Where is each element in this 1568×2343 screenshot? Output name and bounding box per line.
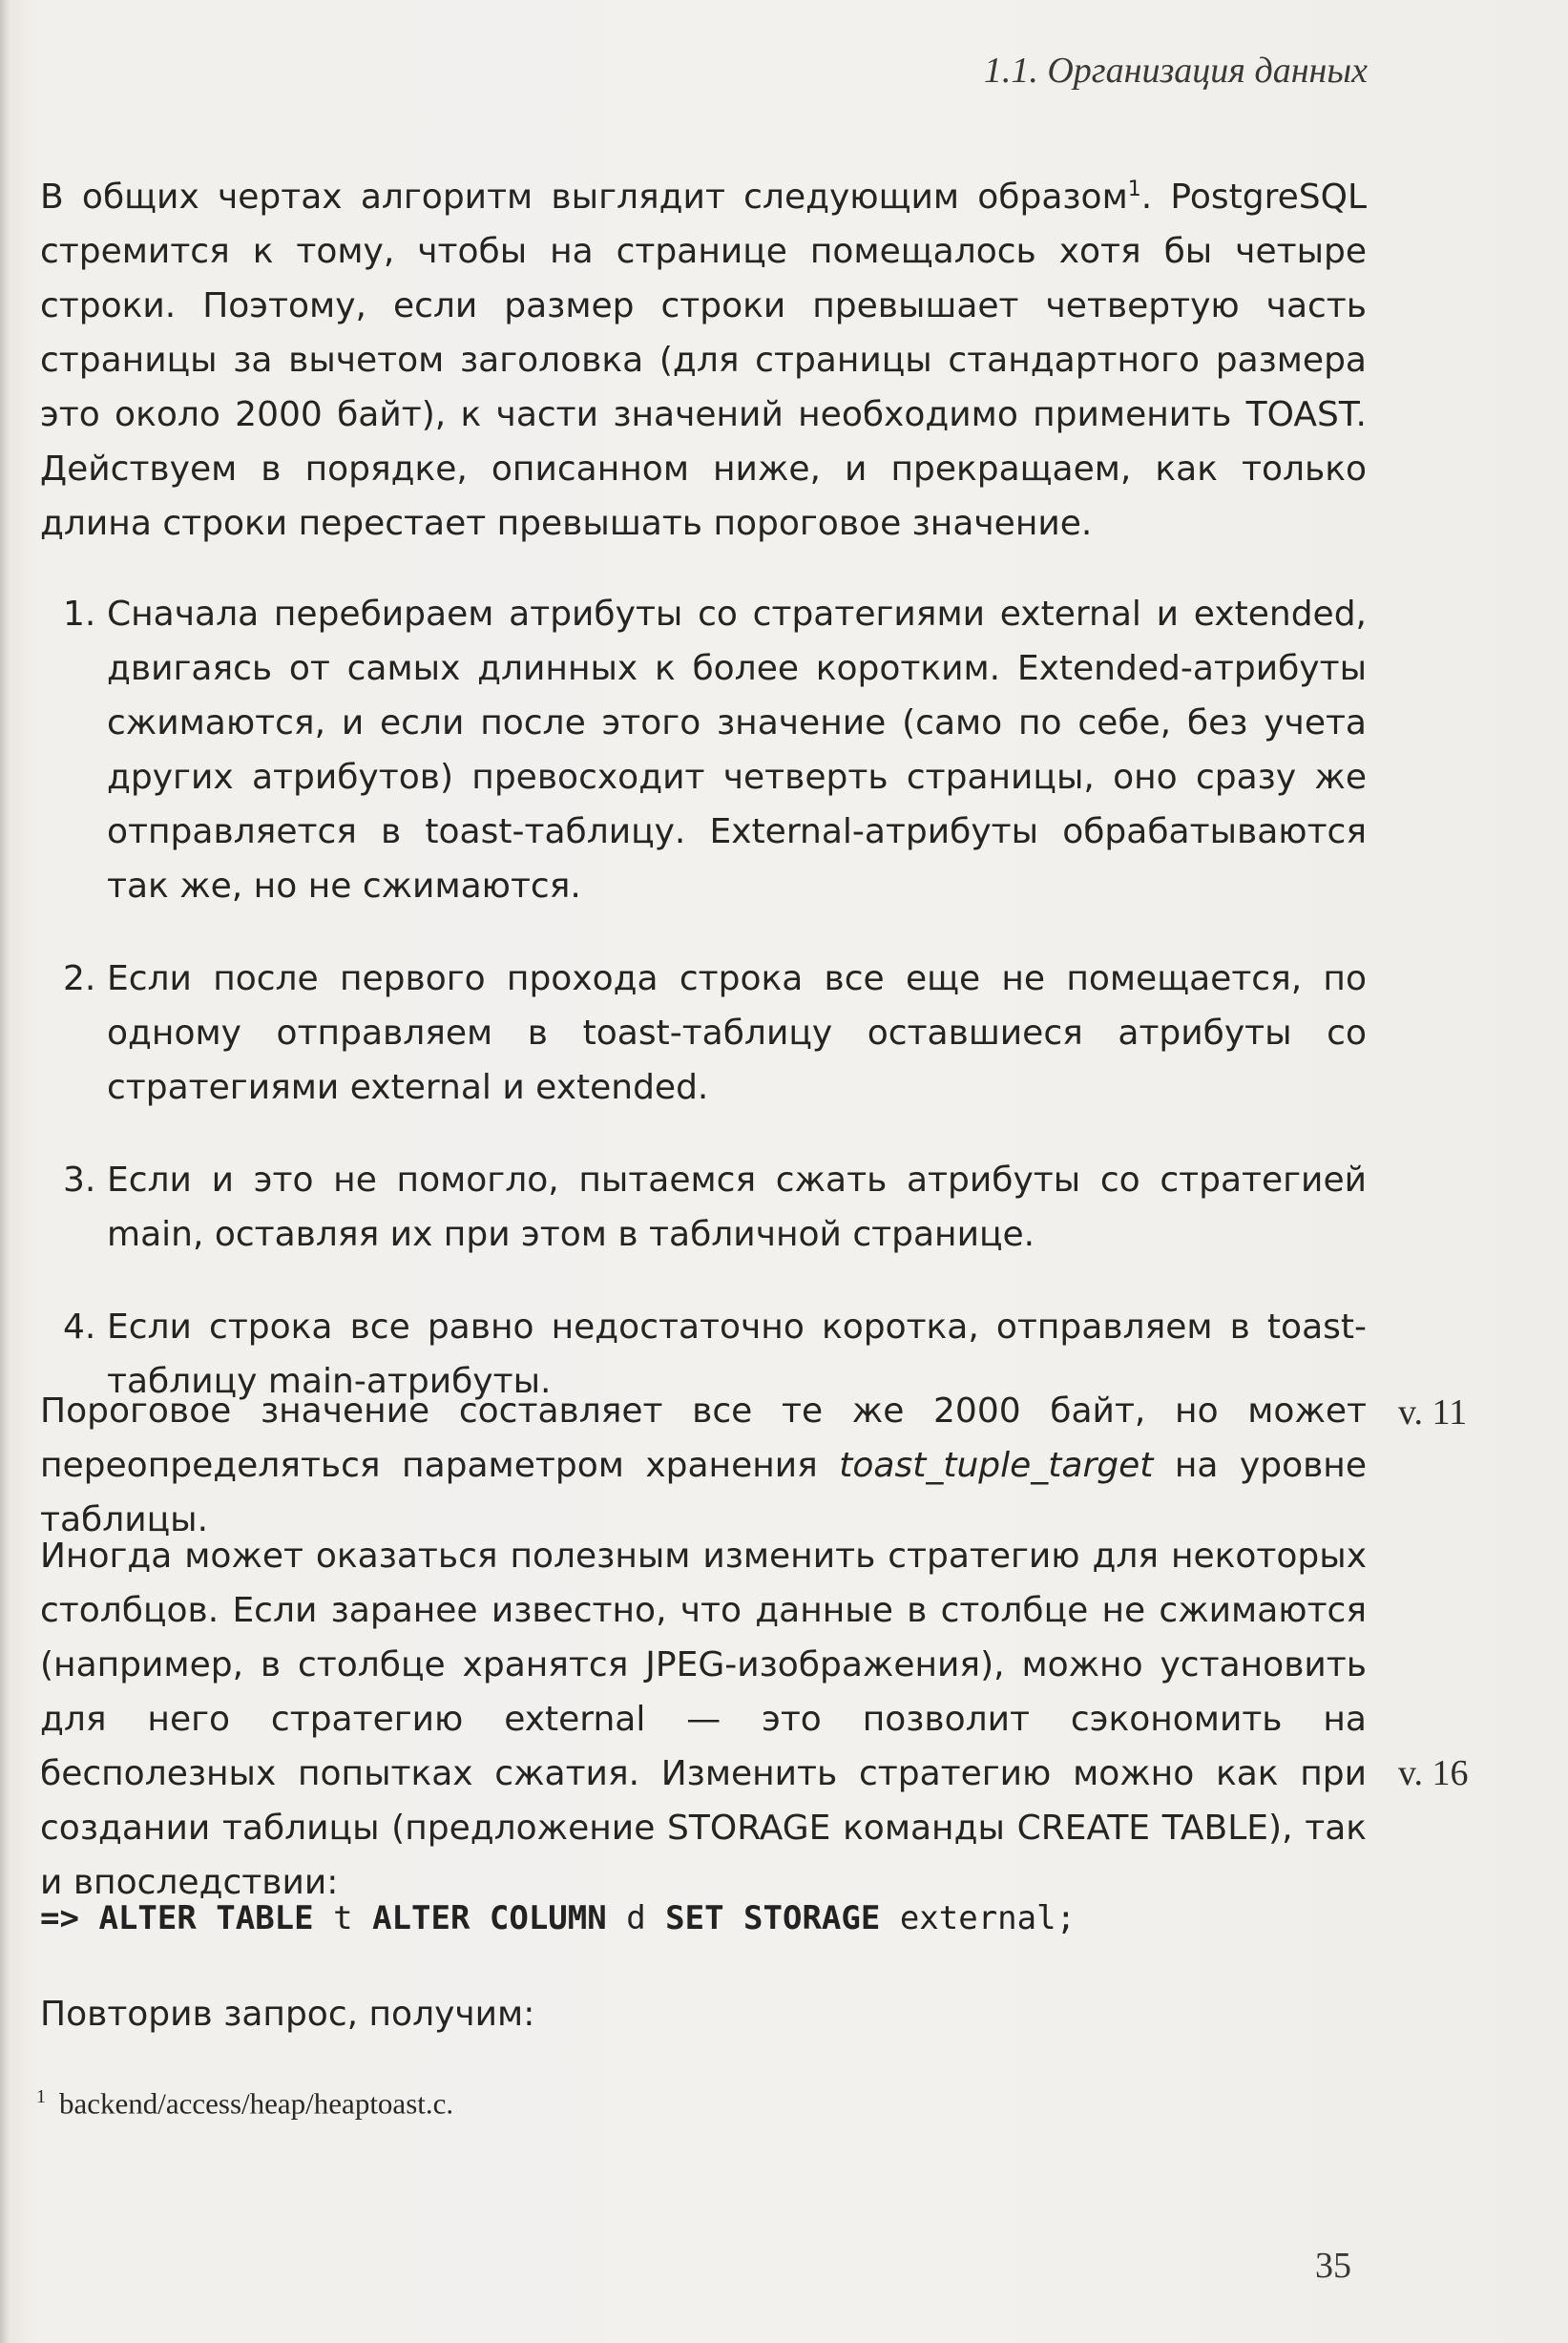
paragraph-threshold-text-a: Пороговое значение составляет все те же 2000 байт, но может переопределяться параметром хранения bbox=[40, 1391, 1367, 1485]
list-item bbox=[63, 587, 1367, 913]
list-item bbox=[63, 1153, 1367, 1262]
code-keyword-alter-table: ALTER TABLE bbox=[98, 1899, 314, 1937]
code-keyword-alter-column: ALTER COLUMN bbox=[372, 1899, 607, 1937]
algorithm-steps-list bbox=[63, 587, 1367, 1447]
version-note-v11: v. 11 bbox=[1398, 1392, 1468, 1433]
paragraph-threshold bbox=[40, 1384, 1367, 1547]
list-item-text: Если и это не помогло, пытаемся сжать атрибуты со стратегией main, оставляя их при этом в табличной странице. bbox=[107, 1161, 1367, 1254]
list-item-number: 3. bbox=[63, 1161, 96, 1200]
paragraph-intro bbox=[40, 162, 1367, 551]
page-number: 35 bbox=[1315, 2246, 1351, 2286]
paragraph-threshold-text-b: на уровне таблицы. bbox=[40, 1446, 1367, 1539]
code-table-name: t bbox=[333, 1899, 353, 1937]
paragraph-intro-text-b: . PostgreSQL стремится к тому, чтобы на странице помещалось хотя бы четыре строки. Поэтому, если размер строки превышает четвертую часть страницы за вычетом заголовка (для страницы стандартного размера это около 2000 байт), к части значений необходимо применить TOAST. Действуем в порядке, описанном ниже, и прекращаем, как только длина строки перестает превышать пороговое значение. bbox=[40, 178, 1367, 543]
list-item bbox=[63, 952, 1367, 1115]
list-item-number: 2. bbox=[63, 959, 96, 998]
footnote bbox=[36, 2086, 453, 2121]
list-item-text: Если строка все равно недостаточно коротка, отправляем в toast-таблицу main-атрибуты. bbox=[107, 1307, 1367, 1401]
sql-code-block bbox=[40, 1899, 1076, 1937]
list-item-number: 4. bbox=[63, 1307, 96, 1347]
version-note-v16: v. 16 bbox=[1398, 1753, 1469, 1793]
code-keyword-set-storage: SET STORAGE bbox=[665, 1899, 881, 1937]
code-column-name: d bbox=[626, 1899, 646, 1937]
list-item-text: Если после первого прохода строка все еще не помещается, по одному отправляем в toast-таблицу оставшиеся атрибуты со стратегиями external и extended. bbox=[107, 959, 1367, 1107]
list-item-text: Сначала перебираем атрибуты со стратегиями external и extended, двигаясь от самых длинных к более коротким. Extended-атрибуты сжимаются, и если после этого значение (само по себе, без учета других атрибутов) превосходит четверть страницы, оно сразу же отправляется в toast-таблицу. External-атрибуты обрабатываются так же, но не сжимаются. bbox=[107, 595, 1367, 906]
paragraph-repeat-query: Повторив запрос, получим: bbox=[40, 1995, 535, 2034]
code-prompt: => bbox=[40, 1899, 79, 1937]
parameter-name: toast_tuple_target bbox=[839, 1446, 1154, 1485]
footnote-number: 1 bbox=[36, 2086, 46, 2107]
list-item-number: 1. bbox=[63, 595, 96, 634]
code-storage-value: external; bbox=[899, 1899, 1077, 1937]
paragraph-intro-text-a: В общих чертах алгоритм выглядит следующим образом bbox=[40, 178, 1128, 217]
paragraph-strategy: Иногда может оказаться полезным изменить стратегию для некоторых столбцов. Если заранее известно, что данные в столбце не сжимаются (например, в столбце хранятся JPEG-изображения), можно установить для него стратегию external — это позволит сэкономить на бесполезных попытках сжатия. Изменить стратегию можно как при создании таблицы (предложение STORAGE команды CREATE TABLE), так и впоследствии: bbox=[40, 1537, 1367, 1902]
footnote-reference: 1 bbox=[1127, 178, 1141, 201]
footnote-text: backend/access/heap/heaptoast.c. bbox=[59, 2086, 454, 2121]
running-head: 1.1. Организация данных bbox=[983, 51, 1368, 91]
